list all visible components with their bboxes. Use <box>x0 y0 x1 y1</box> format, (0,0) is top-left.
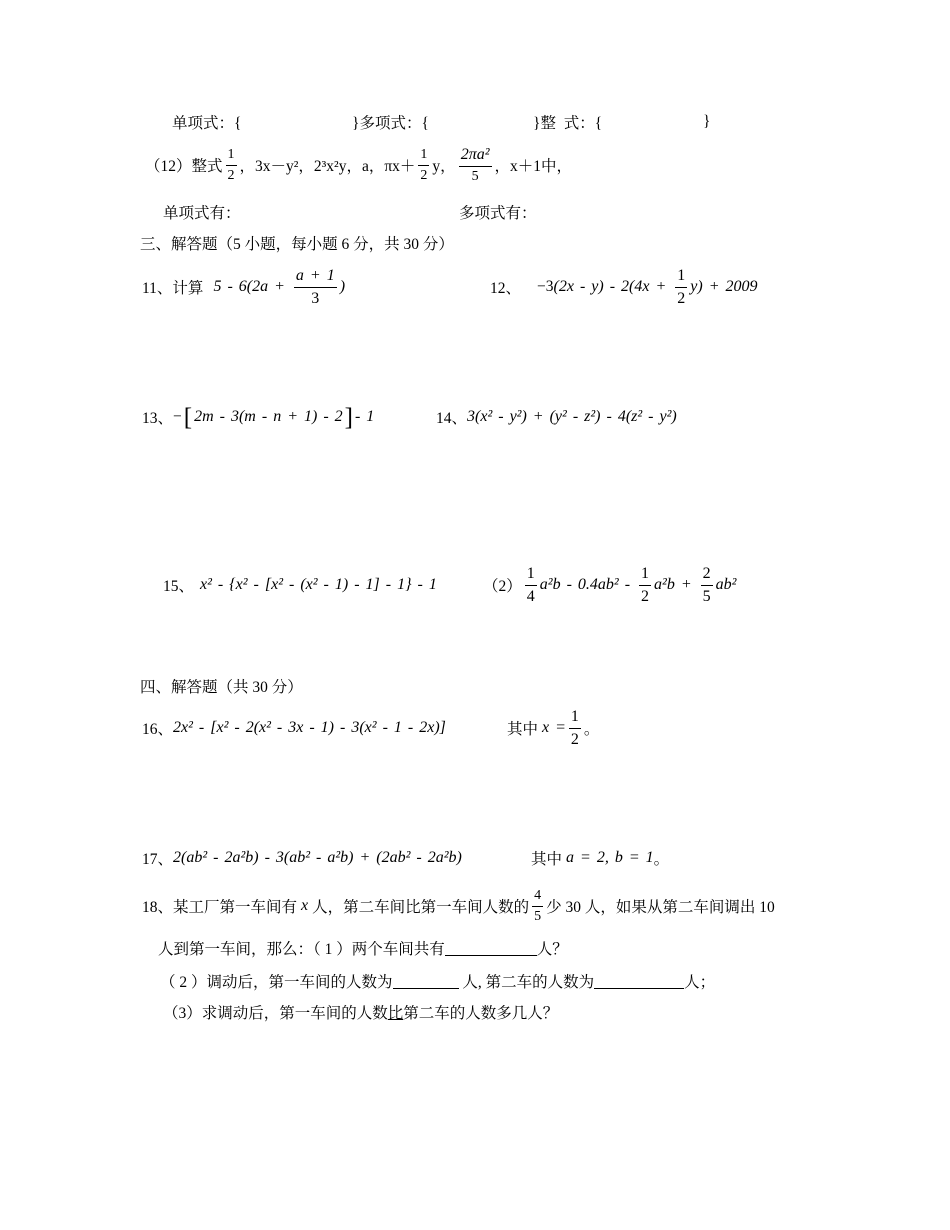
question-text: 人, 第二车的人数为 <box>458 974 595 991</box>
answer-blank <box>393 971 459 989</box>
question-label: 16、 <box>142 721 174 738</box>
question-label: 13、 <box>142 410 174 427</box>
integral-expression-set-label: }整 式：{ <box>533 115 603 132</box>
answer-blank <box>594 971 684 989</box>
question-14 <box>436 395 677 439</box>
monomial-answer-label: 单项式有： <box>163 205 241 222</box>
expression: (2x - y) - 2(4x + <box>553 278 673 295</box>
denominator: 2 <box>227 167 235 183</box>
expression: 2m - 3(m - n + 1) - 2 <box>194 408 343 425</box>
expression: 5 - 6(2a + <box>213 278 291 295</box>
question-label: 14、 <box>436 410 468 427</box>
denominator: 5 <box>471 168 479 184</box>
question-18-line-1 <box>142 884 775 928</box>
question-label: （2） <box>483 578 522 595</box>
question-15-part-2 <box>483 563 736 607</box>
numerator: 2 <box>701 566 713 586</box>
question-text: 第二车的人数多几人？ <box>403 1005 559 1022</box>
numerator: 1 <box>675 268 687 288</box>
question-text: 人到第一车间，那么：（ 1 ）两个车间共有 <box>158 941 445 958</box>
numerator: 2πa² <box>459 147 492 167</box>
numerator: 1 <box>569 709 581 729</box>
where-label: 其中 <box>531 851 563 868</box>
expression: ) <box>339 278 346 295</box>
expression: x² - {x² - [x² - (x² - 1) - 1] - 1} - 1 <box>200 576 437 593</box>
answer-blank <box>445 938 537 956</box>
numerator: a + 1 <box>294 268 337 288</box>
expression: ab² <box>715 576 737 593</box>
question-15 <box>163 563 437 607</box>
close-bracket: ] <box>344 403 353 431</box>
where-label: 其中 <box>507 721 539 738</box>
expression-list-text: ，x＋1中， <box>494 158 573 175</box>
question-17-condition <box>531 836 669 880</box>
condition: a = 2, b = 1 <box>566 849 654 866</box>
denominator: 4 <box>526 587 535 605</box>
question-18-line-4 <box>163 990 558 1034</box>
fraction-two-pi-a-squared-over-five <box>459 147 492 184</box>
fraction-one-half <box>639 566 651 605</box>
expression: a²b - 0.4ab² - <box>539 576 637 593</box>
fraction-one-half <box>226 148 237 183</box>
question-label: 12、 <box>490 280 522 297</box>
numerator: 4 <box>532 889 543 907</box>
open-bracket: [ <box>183 403 193 431</box>
question-label: 11、计算 <box>142 280 204 297</box>
numerator: 1 <box>226 148 237 166</box>
monomial-set-label: 单项式：{ <box>172 115 242 132</box>
expression: 2x² - [x² - 2(x² - 3x - 1) - 3(x² - 1 - 2x)] <box>173 719 446 736</box>
question-13 <box>142 395 374 439</box>
fraction-one-half <box>569 709 581 748</box>
expression: 3(x² - y²) + (y² - z²) - 4(z² - y²) <box>467 408 677 425</box>
polynomial-set-label: }多项式：{ <box>352 115 429 132</box>
question-12 <box>490 265 758 309</box>
question-text: 人？ <box>536 941 568 958</box>
fraction-four-fifths <box>532 889 543 924</box>
section-3-heading: 三、解答题（5 小题，每小题 6 分，共 30 分） <box>140 236 454 253</box>
period: 。 <box>653 851 670 868</box>
question-17 <box>142 836 462 880</box>
fraction-one-half <box>418 148 429 183</box>
underlined-word: 比 <box>387 1005 404 1022</box>
expression: - 1 <box>354 408 375 425</box>
question-16-condition <box>507 706 599 750</box>
question-12-classify <box>145 143 572 187</box>
fraction <box>294 268 337 307</box>
denominator: 2 <box>420 167 428 183</box>
question-text: （ 2 ）调动后，第一车间的人数为 <box>160 974 393 991</box>
denominator: 5 <box>702 587 711 605</box>
expression-lead: −3 <box>537 278 554 295</box>
fraction-two-fifths <box>701 566 713 605</box>
fraction-one-quarter <box>525 566 537 605</box>
question-label: 17、 <box>142 851 174 868</box>
expression-lead: − <box>173 408 182 425</box>
question-label: （12）整式 <box>145 158 223 175</box>
numerator: 1 <box>418 148 429 166</box>
denominator: 2 <box>570 730 579 748</box>
denominator: 2 <box>677 289 686 307</box>
variable-x: x <box>301 897 309 914</box>
fraction <box>675 268 687 307</box>
question-16 <box>142 706 446 750</box>
question-label: 15、 <box>163 578 195 595</box>
expression: y) + 2009 <box>690 278 758 295</box>
denominator: 3 <box>311 289 320 307</box>
denominator: 2 <box>641 587 650 605</box>
question-text: 少 30 人，如果从第二车间调出 10 <box>546 899 775 916</box>
numerator: 1 <box>525 566 537 586</box>
denominator: 5 <box>534 908 542 924</box>
question-11 <box>142 265 345 309</box>
question-text: （3）求调动后，第一车间的人数 <box>163 1005 388 1022</box>
numerator: 1 <box>639 566 651 586</box>
expression: 2(ab² - 2a²b) - 3(ab² - a²b) + (2ab² - 2a²b) <box>173 849 462 866</box>
condition: x = <box>542 719 566 736</box>
question-text: 人，第二车间比第一车间人数的 <box>312 899 530 916</box>
expression-list-text: y， <box>432 158 456 175</box>
set-close-brace: } <box>703 113 711 130</box>
section-4-heading: 四、解答题（共 30 分） <box>140 679 303 696</box>
question-text: 18、某工厂第一车间有 <box>142 899 298 916</box>
polynomial-answer-label: 多项式有： <box>459 205 537 222</box>
expression-list-text: ，3x－y²，2³x²y，a，πx＋ <box>239 158 416 175</box>
period: 。 <box>583 721 600 738</box>
expression: a²b + <box>654 576 698 593</box>
question-text: 人； <box>684 974 716 991</box>
